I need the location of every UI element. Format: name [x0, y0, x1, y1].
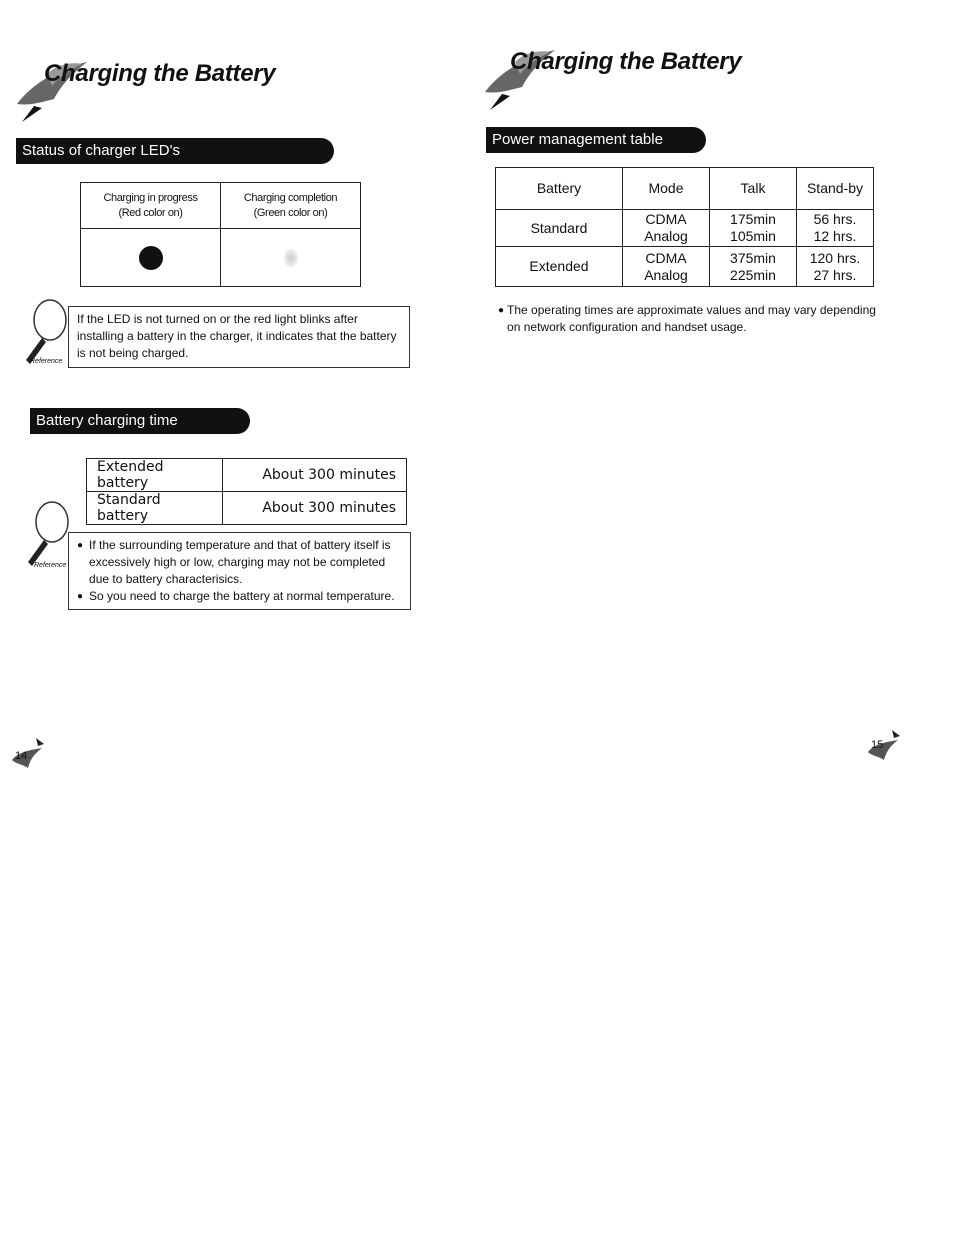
led-dot-icon: [139, 246, 163, 270]
charge-time-cell: About 300 minutes: [223, 492, 407, 525]
led-green-cell: [221, 229, 361, 287]
battery-cell: Standard: [496, 210, 623, 247]
battery-type-cell: Standard battery: [87, 492, 223, 525]
reference-label: Reference: [30, 358, 63, 365]
page-number: 14: [15, 750, 28, 762]
led-dot-icon: [284, 249, 298, 267]
table-row: [87, 459, 407, 492]
table-row: [87, 492, 407, 525]
header-standby: Stand-by: [797, 168, 874, 210]
table-row: [496, 247, 874, 287]
section-heading-led-status: Status of charger LED's: [16, 138, 334, 164]
page-number: 15: [871, 739, 884, 751]
battery-type-cell: Extended battery: [87, 459, 223, 492]
led-header-progress: Charging in progress (Red color on): [81, 183, 221, 229]
page-ornament-icon: [8, 734, 48, 774]
section-heading-charging-time: Battery charging time: [30, 408, 250, 434]
charging-time-table: [86, 458, 407, 525]
section-heading-power-table: Power management table: [486, 127, 706, 153]
led-header-completion: Charging completion (Green color on): [221, 183, 361, 229]
reference-note-temperature: [68, 532, 411, 610]
list-item: ● So you need to charge the battery at normal temperature.: [77, 589, 395, 603]
list-item: ● If the surrounding temperature and that of battery itself is excessively high or low, charging may not be completed due to battery characterisics.: [77, 538, 391, 586]
charge-time-cell: About 300 minutes: [223, 459, 407, 492]
reference-label: Reference: [34, 562, 67, 569]
standby-cell: 56 hrs. 12 hrs.: [797, 210, 874, 247]
reference-note-led: If the LED is not turned on or the red light blinks after installing a battery in the charger, it indicates that the battery is not being charged.: [68, 306, 410, 368]
page-ornament-icon: [864, 726, 904, 766]
power-management-table: [495, 167, 874, 287]
power-table-note: ● The operating times are approximate values and may vary depending on network configuration and handset usage.: [498, 303, 876, 334]
table-row: [496, 210, 874, 247]
led-status-table: [80, 182, 361, 287]
header-mode: Mode: [623, 168, 710, 210]
led-red-cell: [81, 229, 221, 287]
mode-cell: CDMA Analog: [623, 247, 710, 287]
page-title: Charging the Battery: [510, 48, 742, 75]
talk-cell: 175min 105min: [710, 210, 797, 247]
header-battery: Battery: [496, 168, 623, 210]
standby-cell: 120 hrs. 27 hrs.: [797, 247, 874, 287]
battery-cell: Extended: [496, 247, 623, 287]
mode-cell: CDMA Analog: [623, 210, 710, 247]
header-talk: Talk: [710, 168, 797, 210]
talk-cell: 375min 225min: [710, 247, 797, 287]
page-title: Charging the Battery: [44, 60, 276, 87]
